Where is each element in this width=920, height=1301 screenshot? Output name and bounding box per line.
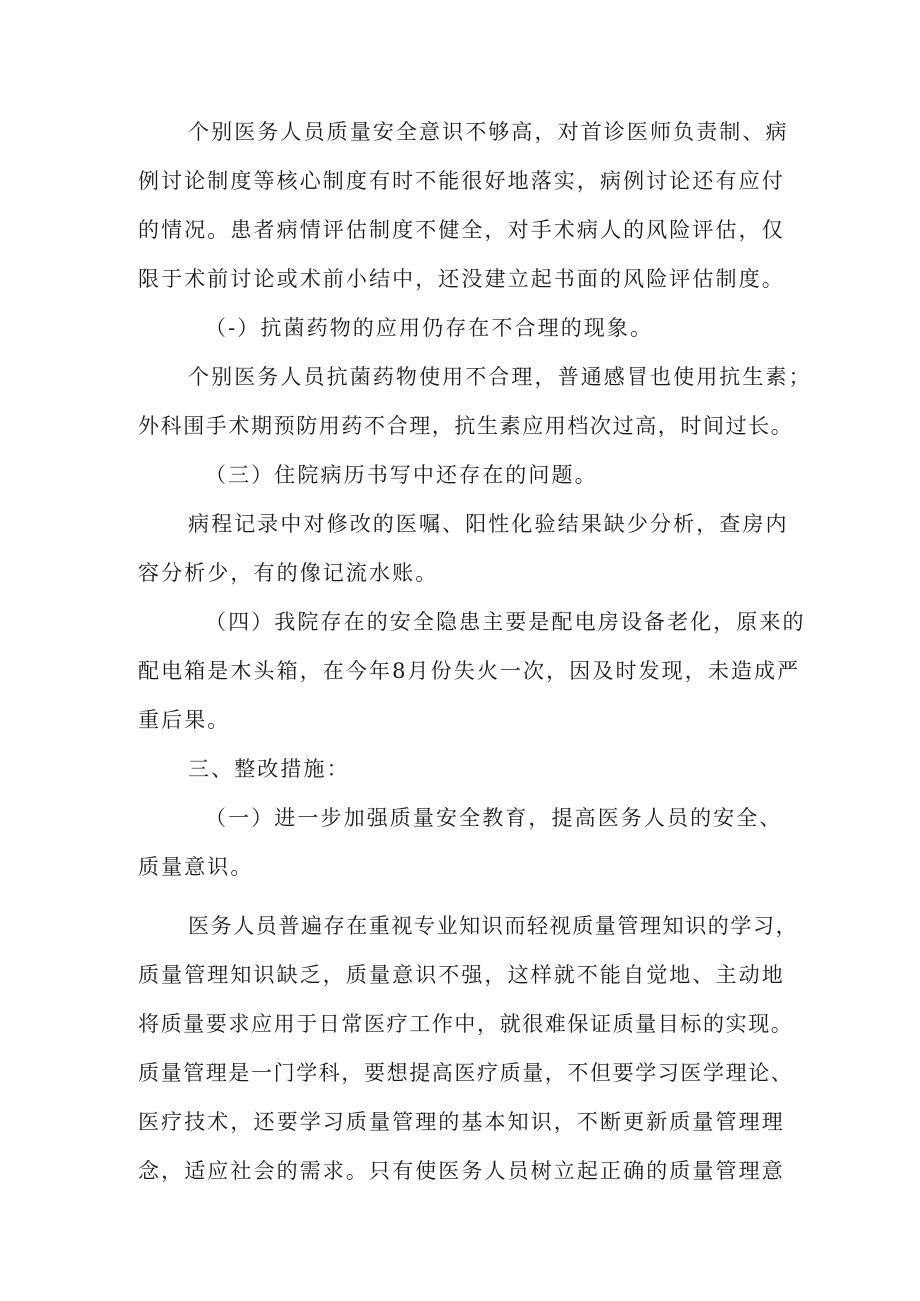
paragraph-line: 重后果。 [138,708,231,732]
paragraph-line: 例讨论制度等核心制度有时不能很好地落实，病例讨论还有应付 [138,169,785,193]
paragraph-line: 容分析少，有的像记流水账。 [138,561,439,585]
paragraph-line: 医疗技术，还要学习质量管理的基本知识，不断更新质量管理理 [138,1110,785,1134]
paragraph-line: 外科围手术期预防用药不合理，抗生素应用档次过高，时间过长。 [138,414,794,438]
section-heading: 三、整改措施： [188,757,350,781]
paragraph-line: 个别医务人员质量安全意识不够高，对首诊医师负责制、病 [188,120,789,144]
paragraph-line: 质量管理知识缺乏，质量意识不强，这样就不能自觉地、主动地 [138,963,785,987]
paragraph-line: 个别医务人员抗菌药物使用不合理，普通感冒也使用抗生素； [188,365,812,389]
paragraph-line: 的情况。患者病情评估制度不健全，对手术病人的风险评估，仅 [138,218,785,242]
section-heading: （四）我院存在的安全隐患主要是配电房设备老化，原来的 [205,610,806,634]
paragraph-line: 配电箱是木头箱，在今年8月份失火一次，因及时发现，未造成严 [138,659,801,683]
section-heading: （-）抗菌药物的应用仍存在不合理的现象。 [205,316,654,340]
paragraph-line: 质量管理是一门学科，要想提高医疗质量，不但要学习医学理论、 [138,1061,794,1085]
paragraph-line: 限于术前讨论或术前小结中，还没建立起书面的风险评估制度。 [138,267,785,291]
section-heading: （一）进一步加强质量安全教育，提高医务人员的安全、 [205,806,783,830]
paragraph-line: 念，适应社会的需求。只有使医务人员树立起正确的质量管理意 [138,1159,785,1183]
section-heading: （三）住院病历书写中还存在的问题。 [205,463,598,487]
paragraph-line: 病程记录中对修改的医嘱、阳性化验结果缺少分析，查房内 [188,512,789,536]
paragraph-line: 质量意识。 [138,855,254,879]
paragraph-line: 将质量要求应用于日常医疗工作中，就很难保证质量目标的实现。 [138,1012,794,1036]
paragraph-line: 医务人员普遍存在重视专业知识而轻视质量管理知识的学习， [188,914,799,938]
